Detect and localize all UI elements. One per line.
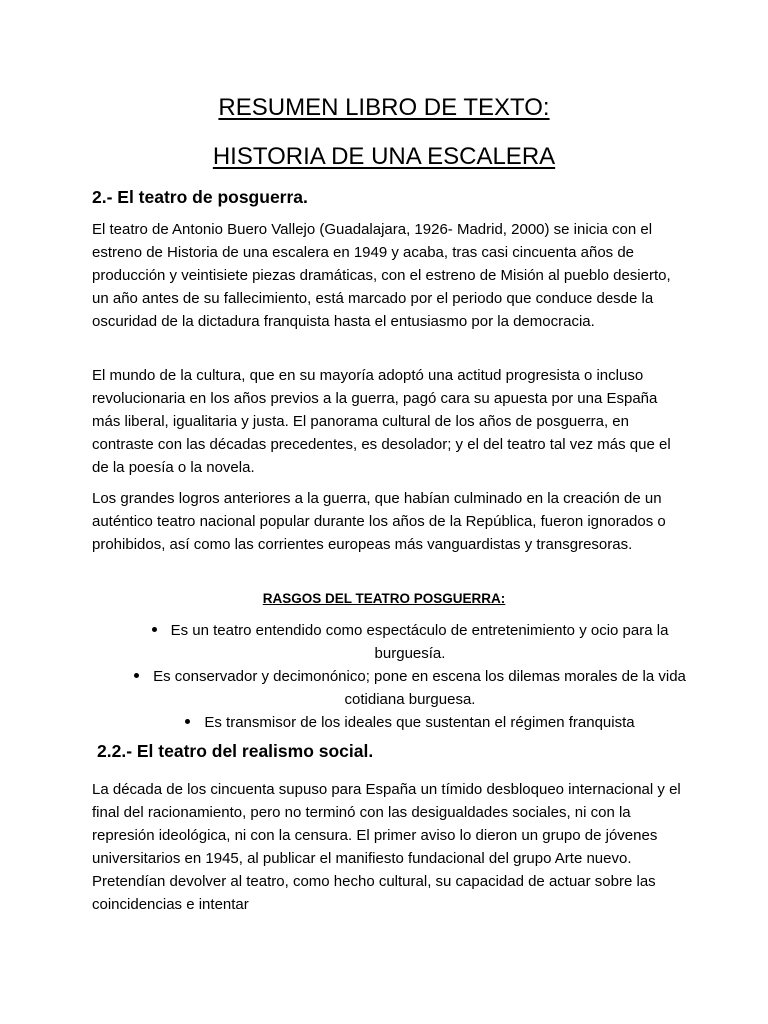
rasgos-heading: RASGOS DEL TEATRO POSGUERRA:	[262, 591, 506, 606]
section-heading-posguerra: 2.- El teatro de posguerra.	[92, 187, 308, 207]
paragraph-3: Los grandes logros anteriores a la guerra, que habían culminado en la creación de un auténtico teatro nacional popular durante los años de la República, fueron ignorados o prohibidos, así como las corrientes europeas más vanguardistas y transgresoras.	[92, 490, 666, 553]
rasgos-list	[110, 619, 690, 734]
title-line-2: HISTORIA DE UNA ESCALERA	[212, 143, 556, 170]
bullet-icon	[185, 719, 190, 724]
list-item-text: Es un teatro entendido como espectáculo de entretenimiento y ocio para la burguesía.	[170, 622, 669, 662]
bullet-icon	[134, 673, 139, 678]
paragraph-4: La década de los cincuenta supuso para España un tímido desbloqueo internacional y el final del racionamiento, pero no terminó con las desigualdades sociales, ni con la represión ideológica, ni con la censura. El primer aviso lo dieron un grupo de jóvenes universitarios en 1945, al publicar el manifiesto fundacional del grupo Arte nuevo. Pretendían devolver al teatro, como hecho cultural, su capacidad de actuar sobre las coincidencias e intentar	[92, 781, 681, 913]
list-item	[110, 711, 690, 734]
list-item	[110, 619, 690, 665]
bullet-icon	[152, 627, 157, 632]
list-item-text: Es transmisor de los ideales que sustentan el régimen franquista	[204, 714, 635, 731]
paragraph-1: El teatro de Antonio Buero Vallejo (Guadalajara, 1926- Madrid, 2000) se inicia con el estreno de Historia de una escalera en 1949 y acaba, tras casi cincuenta años de producción y veintisiete piezas dramáticas, con el estreno de Misión al pueblo desierto, un año antes de su fallecimiento, está marcado por el periodo que conduce desde la oscuridad de la dictadura franquista hasta el entusiasmo por la democracia.	[92, 221, 671, 330]
list-item	[110, 665, 690, 711]
list-item-text: Es conservador y decimonónico; pone en escena los dilemas morales de la vida cotidiana burguesa.	[153, 668, 686, 708]
section-heading-realismo-social: 2.2.- El teatro del realismo social.	[97, 741, 374, 761]
paragraph-2: El mundo de la cultura, que en su mayoría adoptó una actitud progresista o incluso revolucionaria en los años previos a la guerra, pagó cara su apuesta por una España más liberal, igualitaria y justa. El panorama cultural de los años de posguerra, en contraste con las décadas precedentes, es desolador; y el del teatro tal vez más que el de la poesía o la novela.	[92, 367, 671, 476]
title-line-1: RESUMEN LIBRO DE TEXTO:	[218, 94, 550, 121]
